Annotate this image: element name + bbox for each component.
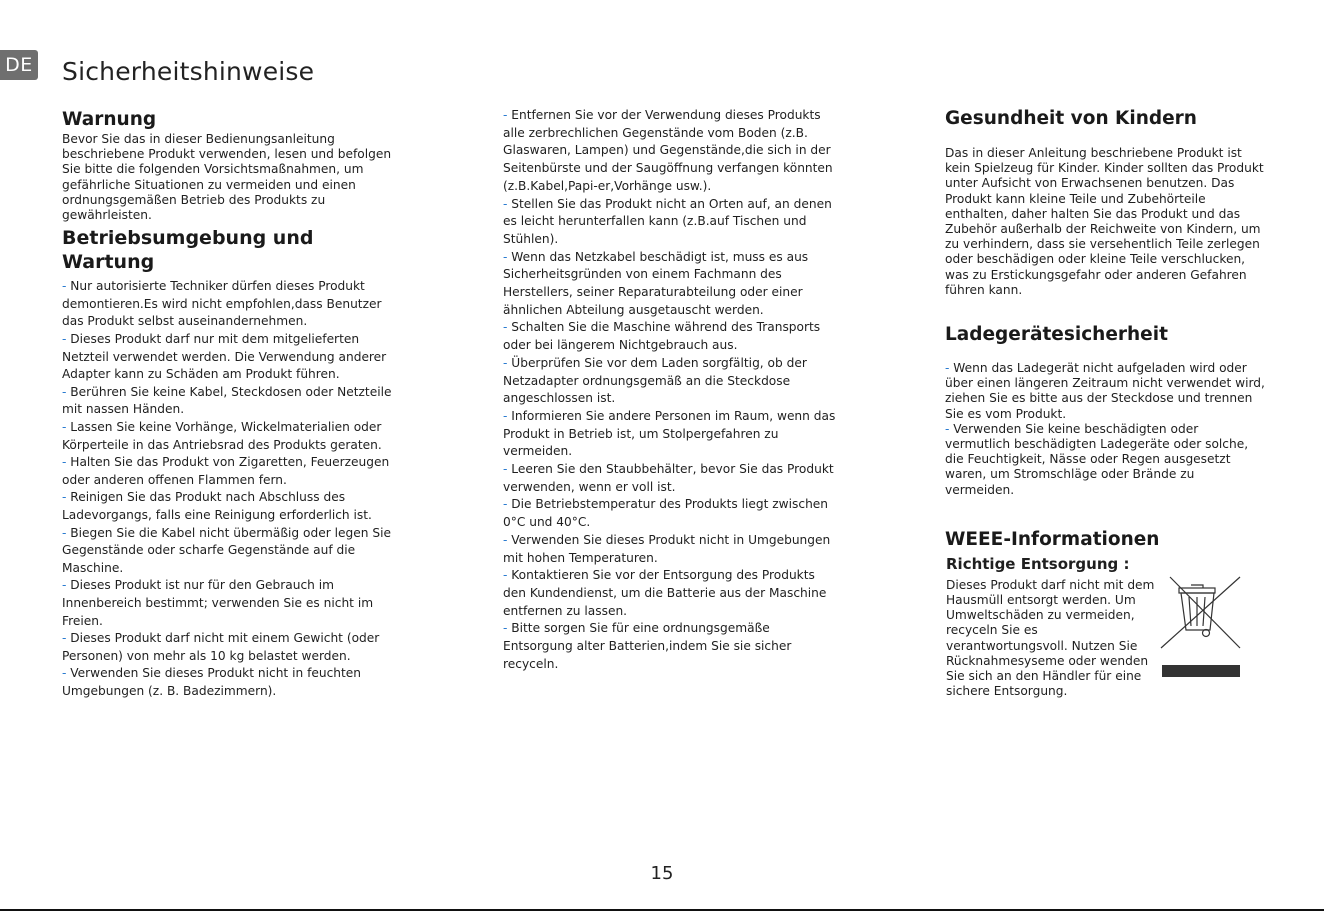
safety-list-continued [503, 107, 838, 674]
crossed-out-wheelie-bin-icon [1158, 570, 1243, 678]
bullet-dash: - [62, 332, 67, 346]
list-item-continuation: mit nassen Händen. [62, 402, 185, 417]
list-item: - Kontaktieren Sie vor der Entsorgung des Produkts den Kundendienst, um die Batterie aus der Maschine entfernen zu lassen. [503, 568, 827, 618]
environment-list [62, 278, 392, 700]
page-number: 15 [650, 863, 674, 884]
warning-heading: Warnung [62, 109, 157, 130]
bullet-dash: - [62, 384, 67, 399]
list-item: - Nur autorisierte Techniker dürfen dieses Produkt demontieren.Es wird nicht empfohlen,dass Benutzer das Produkt selbst auseinandernehmen. [62, 279, 382, 329]
bottom-divider [0, 909, 1324, 911]
list-item: - Wenn das Ladegerät nicht aufgeladen wird oder über einen längeren Zeitraum nicht verwendet wird, ziehen Sie es bitte aus der Steckdose und trennen Sie es vom Produkt. [945, 361, 1265, 421]
bullet-dash: - [62, 525, 67, 540]
list-item: - Lassen Sie keine Vorhänge, Wickelmaterialien oder Körperteile in das Antriebsrad des Produkts geraten. [62, 419, 382, 452]
bullet-dash: - [503, 355, 508, 370]
bullet-dash: - [503, 408, 508, 423]
bullet-dash: - [62, 578, 67, 593]
warning-text: Bevor Sie das in dieser Bedienungsanleitung beschriebene Produkt verwenden, lesen und befolgen Sie bitte die folgenden Vorsichtsmaßnahmen, um gefährliche Situationen zu vermeiden und einen ordnungsgemäßen Betrieb des Produkts zu gewährleisten. [62, 132, 392, 223]
bullet-dash: - [945, 361, 950, 376]
weee-block [945, 578, 1265, 700]
list-item: - Schalten Sie die Maschine während des Transports oder bei längerem Nichtgebrauch aus. [503, 320, 821, 353]
list-item: - Entfernen Sie vor der Verwendung dieses Produkts alle zerbrechlichen Gegenstände vom Boden (z.B. Glaswaren, Lampen) und Gegenstände,die sich in der Seitenbürste und der Saugöffnung verfangen könnten (z.B.Kabel,Papi-er,Vorhänge usw.). [503, 108, 833, 193]
bullet-dash: - [62, 419, 67, 434]
list-item: - Reinigen Sie das Produkt nach Abschluss des Ladevorgangs, falls eine Reinigung erforderlich ist. [62, 490, 372, 522]
bullet-dash: - [503, 320, 508, 335]
disposal-subheading: Richtige Entsorgung : [946, 554, 1130, 573]
children-health-heading: Gesundheit von Kindern [945, 108, 1197, 129]
weee-heading: WEEE-Informationen [945, 528, 1160, 550]
language-tab: DE [0, 50, 38, 80]
list-item: - Verwenden Sie dieses Produkt nicht in Umgebungen mit hohen Temperaturen. [503, 532, 831, 565]
bullet-dash: - [62, 279, 67, 294]
bullet-dash: - [503, 108, 508, 122]
bullet-dash: - [62, 631, 67, 646]
children-health-text: Das in dieser Anleitung beschriebene Produkt ist kein Spielzeug für Kinder. Kinder sollten das Produkt unter Aufsicht von Erwachsenen benutzen. Das Produkt kann kleine Teile und Zubehörteile enthalten, daher halten Sie das Produkt und das Zubehör außerhalb der Reichweite von Kindern, um zu verhindern, dass sie versehentlich Teile zerlegen oder beschädigen oder kleine Teile verschlucken, was zu Erstickungsgefahr oder anderen Gefahren führen kann. [945, 146, 1264, 297]
list-item: - Dieses Produkt darf nur mit dem mitgelieferten Netzteil verwendet werden. Die Verwendung anderer Adapter kann zu Schäden am Produkt führen. [62, 332, 387, 382]
bullet-dash: - [945, 421, 950, 436]
column-right [945, 107, 1265, 699]
bullet-dash: - [503, 497, 508, 512]
charger-safety-heading: Ladegerätesicherheit [945, 324, 1168, 346]
column-left [62, 108, 392, 700]
bullet-dash: - [503, 196, 508, 211]
page-title: Sicherheitshinweise [62, 57, 315, 86]
charger-safety-list [945, 361, 1265, 498]
list-item-continuation: oder anderen offenen Flammen fern. [62, 472, 287, 487]
disposal-text: Dieses Produkt darf nicht mit dem Hausmüll entsorgt werden. Um Umweltschäden zu vermeiden, recyceln Sie es verantwortungsvoll. Nutzen Sie Rücknahmesyseme oder wenden Sie sich an den Händler für eine sichere Entsorgung. [946, 577, 1155, 699]
list-item: - Berühren Sie keine Kabel, Steckdosen oder Netzteile [62, 384, 392, 399]
list-item: - Biegen Sie die Kabel nicht übermäßig oder legen Sie Gegenstände oder scharfe Gegenstände auf die Maschine. [62, 525, 391, 575]
bullet-dash: - [503, 568, 508, 583]
list-item: - Dieses Produkt darf nicht mit einem Gewicht (oder Personen) von mehr als 10 kg belastet werden. [62, 631, 380, 663]
list-item: - Wenn das Netzkabel beschädigt ist, muss es aus Sicherheitsgründen von einem Fachmann des Herstellers, seiner Reparaturabteilung oder einer ähnlichen Abteilung ausgetauscht werden. [503, 249, 809, 317]
column-middle [503, 107, 838, 674]
list-item: - Leeren Sie den Staubbehälter, bevor Sie das Produkt verwenden, wenn er voll ist. [503, 462, 834, 494]
list-item: - Verwenden Sie dieses Produkt nicht in feuchten Umgebungen (z. B. Badezimmern). [62, 666, 362, 698]
list-item: - Halten Sie das Produkt von Zigaretten, Feuerzeugen [62, 455, 390, 470]
list-item: - Bitte sorgen Sie für eine ordnungsgemäße Entsorgung alter Batterien,indem Sie sie sicher recyceln. [503, 621, 792, 671]
bullet-dash: - [62, 666, 67, 681]
list-item: - Stellen Sie das Produkt nicht an Orten auf, an denen es leicht herunterfallen kann (z.B.auf Tischen und Stühlen). [503, 196, 832, 246]
list-item: - Dieses Produkt ist nur für den Gebrauch im Innenbereich bestimmt; verwenden Sie es nicht im Freien. [62, 578, 374, 628]
bullet-dash: - [503, 462, 508, 477]
bullet-dash: - [62, 455, 67, 470]
environment-maintenance-heading: Betriebsumgebung und Wartung [62, 227, 314, 274]
bullet-dash: - [503, 249, 508, 264]
bullet-dash: - [62, 490, 67, 505]
list-item: - Überprüfen Sie vor dem Laden sorgfältig, ob der Netzadapter ordnungsgemäß an die Steckdose angeschlossen ist. [503, 355, 807, 406]
bullet-dash: - [503, 532, 508, 547]
list-item: - Die Betriebstemperatur des Produkts liegt zwischen 0°C und 40°C. [503, 497, 829, 530]
bullet-dash: - [503, 621, 508, 636]
list-item: - Verwenden Sie keine beschädigten oder vermutlich beschädigten Ladegeräte oder solche, die Feuchtigkeit, Nässe oder Regen ausgesetzt waren, um Stromschläge oder Brände zu vermeiden. [945, 421, 1249, 497]
list-item: - Informieren Sie andere Personen im Raum, wenn das Produkt in Betrieb ist, um Stolpergefahren zu vermeiden. [503, 408, 836, 459]
